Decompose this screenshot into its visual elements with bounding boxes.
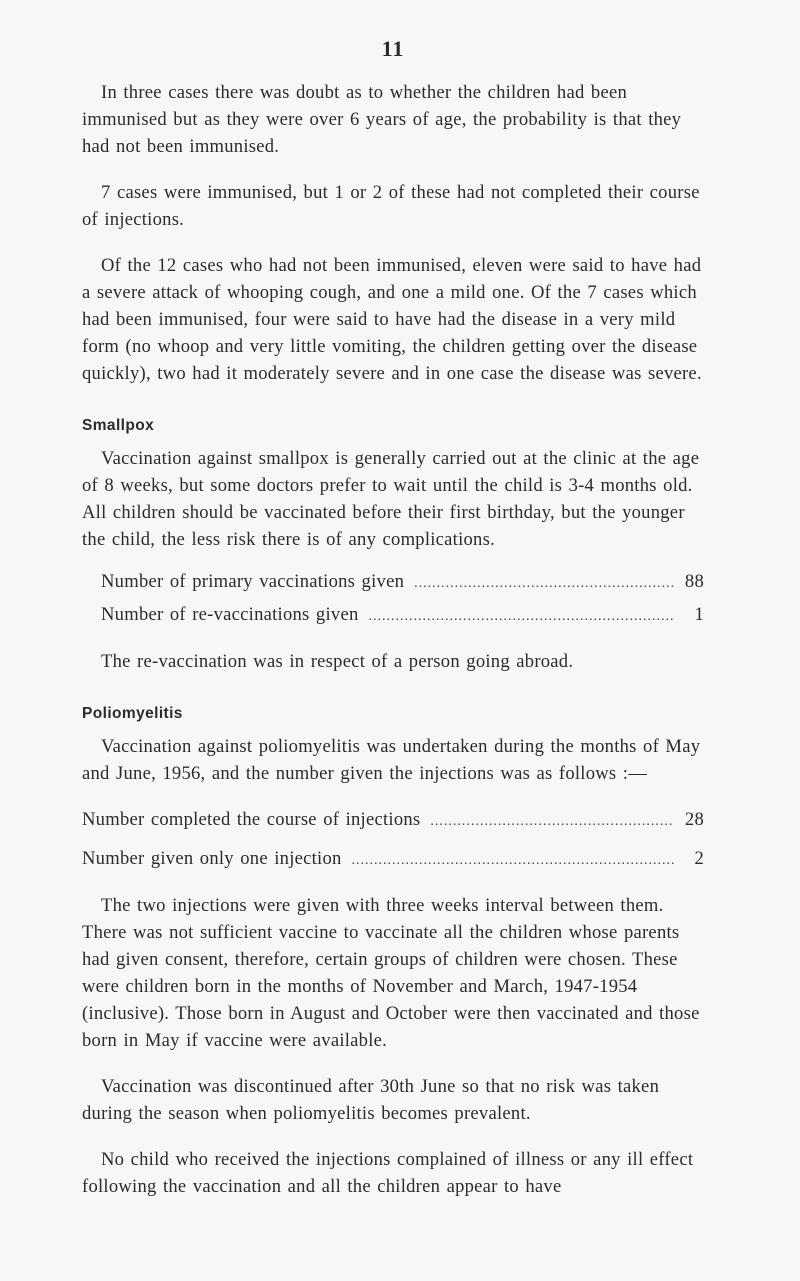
dot-leader bbox=[352, 847, 674, 874]
stat-row-one-injection bbox=[82, 845, 704, 874]
poliomyelitis-paragraph-1: The two injections were given with three weeks interval between them. There was not sufficient vaccine to vaccinate all the children whose parents had given consent, therefore, certain groups of children were chosen. These were children born in the months of November and March, 1947-1954 (inclusive). Those born in August and October were then vaccinated and those born in May if vaccine were available. bbox=[82, 895, 700, 1051]
poliomyelitis-intro: Vaccination against poliomyelitis was undertaken during the months of May and June, 1956, and the number given the injections was as follows :— bbox=[82, 736, 701, 784]
stat-row-completed-course bbox=[82, 806, 704, 835]
stat-row-primary-vaccinations bbox=[82, 568, 704, 597]
smallpox-stats bbox=[82, 568, 704, 630]
smallpox-heading: Smallpox bbox=[82, 417, 155, 434]
stat-value: 2 bbox=[694, 848, 704, 869]
dot-leader bbox=[414, 570, 674, 597]
poliomyelitis-paragraph-2: Vaccination was discontinued after 30th June so that no risk was taken during the season when poliomyelitis becomes prevalent. bbox=[82, 1076, 660, 1124]
stat-label: Number given only one injection bbox=[82, 848, 342, 869]
smallpox-note: The re-vaccination was in respect of a person going abroad. bbox=[101, 651, 574, 672]
stat-value: 88 bbox=[684, 571, 704, 592]
poliomyelitis-paragraph-3: No child who received the injections complained of illness or any ill effect following the vaccination and all the children appear to have bbox=[82, 1149, 694, 1197]
stat-label: Number completed the course of injections bbox=[82, 809, 421, 830]
page-number: 11 bbox=[381, 36, 405, 61]
stat-label: Number of re-vaccinations given bbox=[101, 604, 359, 625]
dot-leader bbox=[369, 603, 675, 630]
stat-label: Number of primary vaccinations given bbox=[101, 571, 405, 592]
dot-leader bbox=[430, 808, 674, 835]
poliomyelitis-heading: Poliomyelitis bbox=[82, 705, 183, 722]
stat-value: 28 bbox=[684, 809, 704, 830]
poliomyelitis-stats bbox=[82, 806, 704, 874]
whooping-cough-paragraph-3: Of the 12 cases who had not been immunised, eleven were said to have had a severe attack of whooping cough, and one a mild one. Of the 7 cases which had been immunised, four were said to have had the disease in a very mild form (no whoop and very little vomiting, the children getting over the disease quickly), two had it moderately severe and in one case the disease was severe. bbox=[82, 255, 702, 384]
whooping-cough-paragraph-2: 7 cases were immunised, but 1 or 2 of these had not completed their course of injections. bbox=[82, 182, 700, 230]
smallpox-intro: Vaccination against smallpox is generally carried out at the clinic at the age of 8 weeks, but some doctors prefer to wait until the child is 3-4 months old. All children should be vaccinated before their first birthday, but the younger the child, the less risk there is of any complications. bbox=[82, 448, 700, 550]
stat-row-re-vaccinations bbox=[82, 601, 704, 630]
stat-value: 1 bbox=[694, 604, 704, 625]
whooping-cough-paragraph-1: In three cases there was doubt as to whether the children had been immunised but as they were over 6 years of age, the probability is that they had not been immunised. bbox=[82, 82, 682, 157]
